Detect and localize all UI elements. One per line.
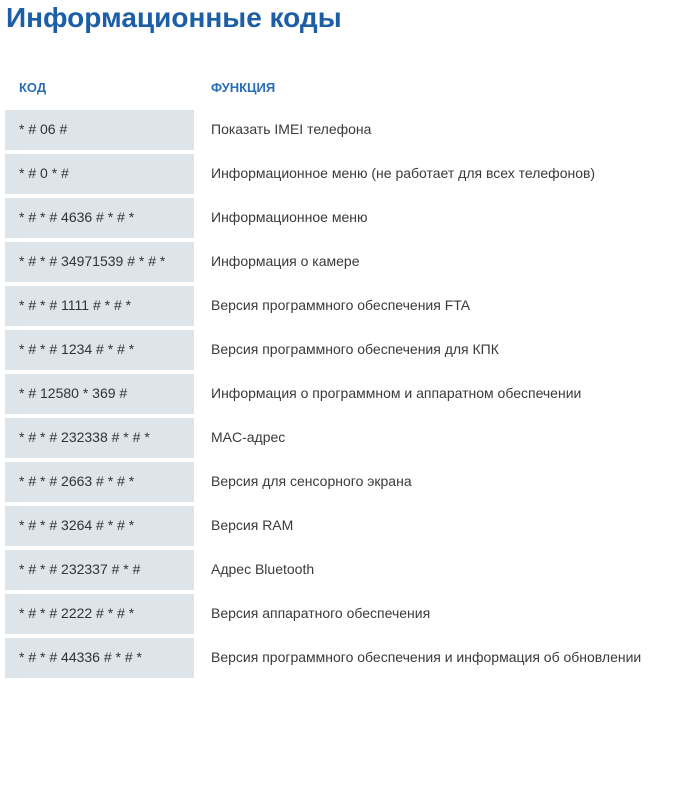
code-cell: * # * # 232337 # * # <box>5 550 194 590</box>
table-row <box>5 286 693 326</box>
code-cell: * # * # 2222 # * # * <box>5 594 194 634</box>
function-cell: Информация о камере <box>211 253 360 269</box>
function-cell: Адрес Bluetooth <box>211 561 315 577</box>
code-cell: * # 0 * # <box>5 154 194 194</box>
table-row <box>5 242 693 282</box>
table-body <box>5 110 693 678</box>
function-cell: Информационное меню (не работает для всех телефонов) <box>211 165 596 181</box>
code-cell: * # * # 4636 # * # * <box>5 198 194 238</box>
code-cell: * # * # 1234 # * # * <box>5 330 194 370</box>
table-row <box>5 110 693 150</box>
function-cell: Версия аппаратного обеспечения <box>211 605 431 621</box>
function-cell: Показать IMEI телефона <box>211 121 372 137</box>
function-cell: MAC-адрес <box>211 429 286 445</box>
code-cell: * # * # 232338 # * # * <box>5 418 194 458</box>
function-cell: Версия программного обеспечения и информация об обновлении <box>211 649 642 665</box>
code-cell: * # * # 1111 # * # * <box>5 286 194 326</box>
function-cell: Версия RAM <box>211 517 294 533</box>
column-header-code: КОД <box>19 80 47 95</box>
table-row <box>5 506 693 546</box>
code-cell: * # * # 34971539 # * # * <box>5 242 194 282</box>
code-cell: * # 06 # <box>5 110 194 150</box>
column-header-function: ФУНКЦИЯ <box>211 80 276 95</box>
table-row <box>5 638 693 678</box>
function-cell: Информация о программном и аппаратном обеспечении <box>211 385 582 401</box>
table-row <box>5 154 693 194</box>
code-cell: * # * # 44336 # * # * <box>5 638 194 678</box>
code-cell: * # 12580 * 369 # <box>5 374 194 414</box>
table-row <box>5 374 693 414</box>
codes-table <box>5 66 693 682</box>
table-row <box>5 418 693 458</box>
function-cell: Версия программного обеспечения для КПК <box>211 341 499 357</box>
table-row <box>5 550 693 590</box>
function-cell: Версия для сенсорного экрана <box>211 473 412 489</box>
function-cell: Информационное меню <box>211 209 368 225</box>
table-row <box>5 198 693 238</box>
table-row <box>5 594 693 634</box>
table-header-row <box>5 70 693 106</box>
function-cell: Версия программного обеспечения FTA <box>211 297 471 313</box>
table-row <box>5 462 693 502</box>
page-title: Информационные коды <box>6 2 342 33</box>
code-cell: * # * # 3264 # * # * <box>5 506 194 546</box>
code-cell: * # * # 2663 # * # * <box>5 462 194 502</box>
table-row <box>5 330 693 370</box>
